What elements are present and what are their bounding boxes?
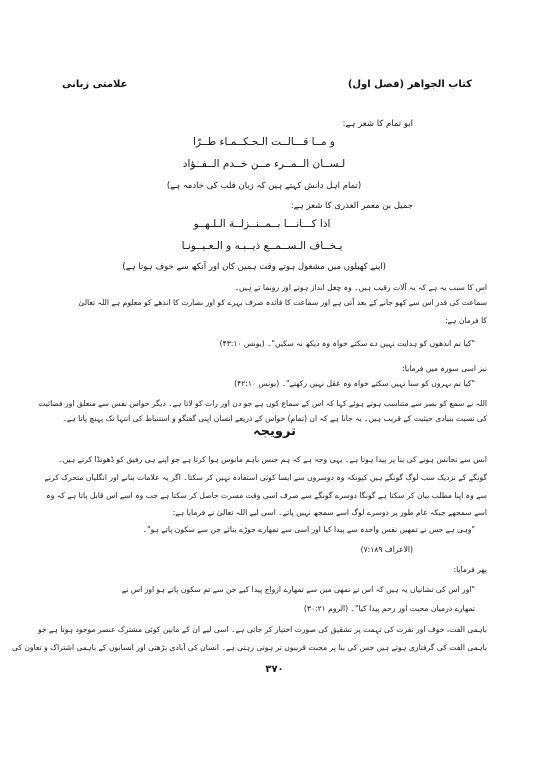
page-number: ۳۷۰ (265, 664, 284, 675)
paragraph-5-line-1: انس سے تجانس ہونے کی بنا پر پیدا ہوتا ہے۔ یہی وجہ ہے کہ ہم جنس باہم مانوس ہوا کرتا ہے جو اپنے ہی رفیق کو ڈھونڈا کرتے ہیں۔ (58, 455, 487, 464)
paragraph-7-line-2: باہمی الفت کی گرفتاری ہوتے ہیں جس کی بنا پر محبت قریبوں تر ہوتی رہتی ہے۔ انسان کی آبادی بڑھتی اور انسانوں کے باہمی اشتراک و تعاون کی (12, 643, 487, 652)
intro-abu-tamam: ابو تمام کا شعر ہے: (342, 119, 413, 129)
paragraph-2: سماعت کی قدر اس سے کھو جانے کے بعد آتی ہے اور سماعت کا فائدہ صرف بہرے کو اور بصارت کا اندھے کو معلوم ہے اللہ تعالیٰ (78, 298, 487, 307)
quote-ar-rum-line-2: تمھارے درمیان محبت اور رحم پیدا کیا"۔ (الروم ۳۰:۲۱) (303, 604, 475, 613)
quote-al-araf-reference: (الاعراف ۷:۱۸۹) (360, 545, 413, 554)
paragraph-7-line-1: باہمی الفت، خوف اور نفرت کی تہمت پر تشقیق کی صورت اختیار کر جاتی ہے۔ اسی لیے ان کے مابین کوئی مشترک عنصر موجود ہوتا ہے جو (37, 625, 487, 634)
verse-1-line-1: و مــا قـــالــت الـحـكــمـاء طــرّا (192, 136, 335, 148)
verse-2-line-2: يـخــاف الـســمــع ذيــبـه و الـعـيــونـا (181, 240, 343, 252)
paragraph-3: نیز اسی سورہ میں فرمایا: (402, 364, 487, 373)
quote-al-araf: "وہی ہے جس نے تمھیں نفس واحدہ سے پیدا کیا اور اسی سے تمھارے جوڑے بنائے جن سے سکون پاتے ہو"۔ (142, 525, 475, 534)
quote-yunus-42: "کیا تم بہروں کو سنا نہیں سکتے خواہ وہ عقل نہیں رکھتے"۔ (یونس ۴۲:۱۰) (234, 379, 475, 388)
author-name: علامتی زبانی (62, 79, 128, 90)
paragraph-4-line-2: کی نسبت بنیادی حیثیت کے قریب ہیں۔ یہ جانا ہے کہ ان (تمام) حواس کے ذریعے انسان اپنی گفتگو و استنباط کی انتہا تک پہنچ پاتا ہے۔ (62, 414, 487, 423)
verse-1-line-2: لـســان الــمــرء مــن خــدم الــفــؤاد (182, 158, 346, 170)
paragraph-5-line-3: سے وہ اپنا مطلب بیان کر سکتا ہے گونگا دوسرے گونگے سے صرف اسی وقت مسرت حاصل کر سکتا ہے جب وہ اسے اس قابل پاتا ہے کہ وہ (46, 491, 487, 500)
paragraph-1: اس کا سبب یہ ہے کہ یہ آلات رقیب ہیں۔ وہ چغل انداز ہوتے اور رونما تے ہیں۔ (234, 283, 487, 292)
paragraph-2-end: کا فرمان ہے: (445, 316, 487, 325)
intro-jamil: جمیل بن معمر العذری کا شعر ہے: (290, 201, 413, 211)
book-title: کتاب الجواهر (فصل اول) (347, 79, 472, 90)
verse-2-translation: (اپنے کھیلوں میں مشغول ہوتے وقت ہمیں کان اور آنکھ سے خوف ہوتا ہے) (122, 262, 386, 272)
paragraph-5-line-4: اسے سمجھے جبکہ عام طور پر دوسرے لوگ اسے سمجھ نہیں پاتے۔ اسی لیے اللہ تعالیٰ نے فرمایا ہے: (172, 508, 487, 517)
paragraph-5-line-2: گونگے کے نزدیک سب لوگ گونگے ہیں کیونکہ وہ دوسروں سے ایسا کوئی استفادہ نہیں کر سکتا۔ اگر یہ علامات بنانے اور انگلیاں متحرک کرنے (44, 473, 487, 482)
quote-ar-rum-line-1: "اور اس کی نشانیاں یہ ہیں کہ اس نے تمھی میں سے تمھارے ازواج پیدا کیے جن سے تم سکون پاتے ہو اور اس نے (121, 585, 475, 594)
verse-1-translation: (تمام اہل دانش کہتے ہیں کہ زبان قلب کی خادمہ ہے) (166, 181, 362, 191)
section-heading: ترویجہ (253, 424, 296, 439)
paragraph-4-line-1: اللہ نے سمع کو بصر سے متناسب ہوتے ہوئے کہا کہ اس کے سماع کوں ہے جو دن اور رات کو لاتا ہے۔ دیگر حواس نفس سے متعلق اور فضائیت (38, 399, 487, 408)
verse-2-line-1: اذا كـــانـــا بــمــنــزلــة الـلـهــو (193, 218, 331, 230)
quote-yunus-43: "کیا تم اندھوں کو ہدایت نہیں دے سکتے خواہ وہ دیکھ نہ سکیں"۔ (یونس ۴۳:۱۰) (219, 339, 475, 348)
paragraph-6: پھر فرمایا: (453, 565, 487, 574)
